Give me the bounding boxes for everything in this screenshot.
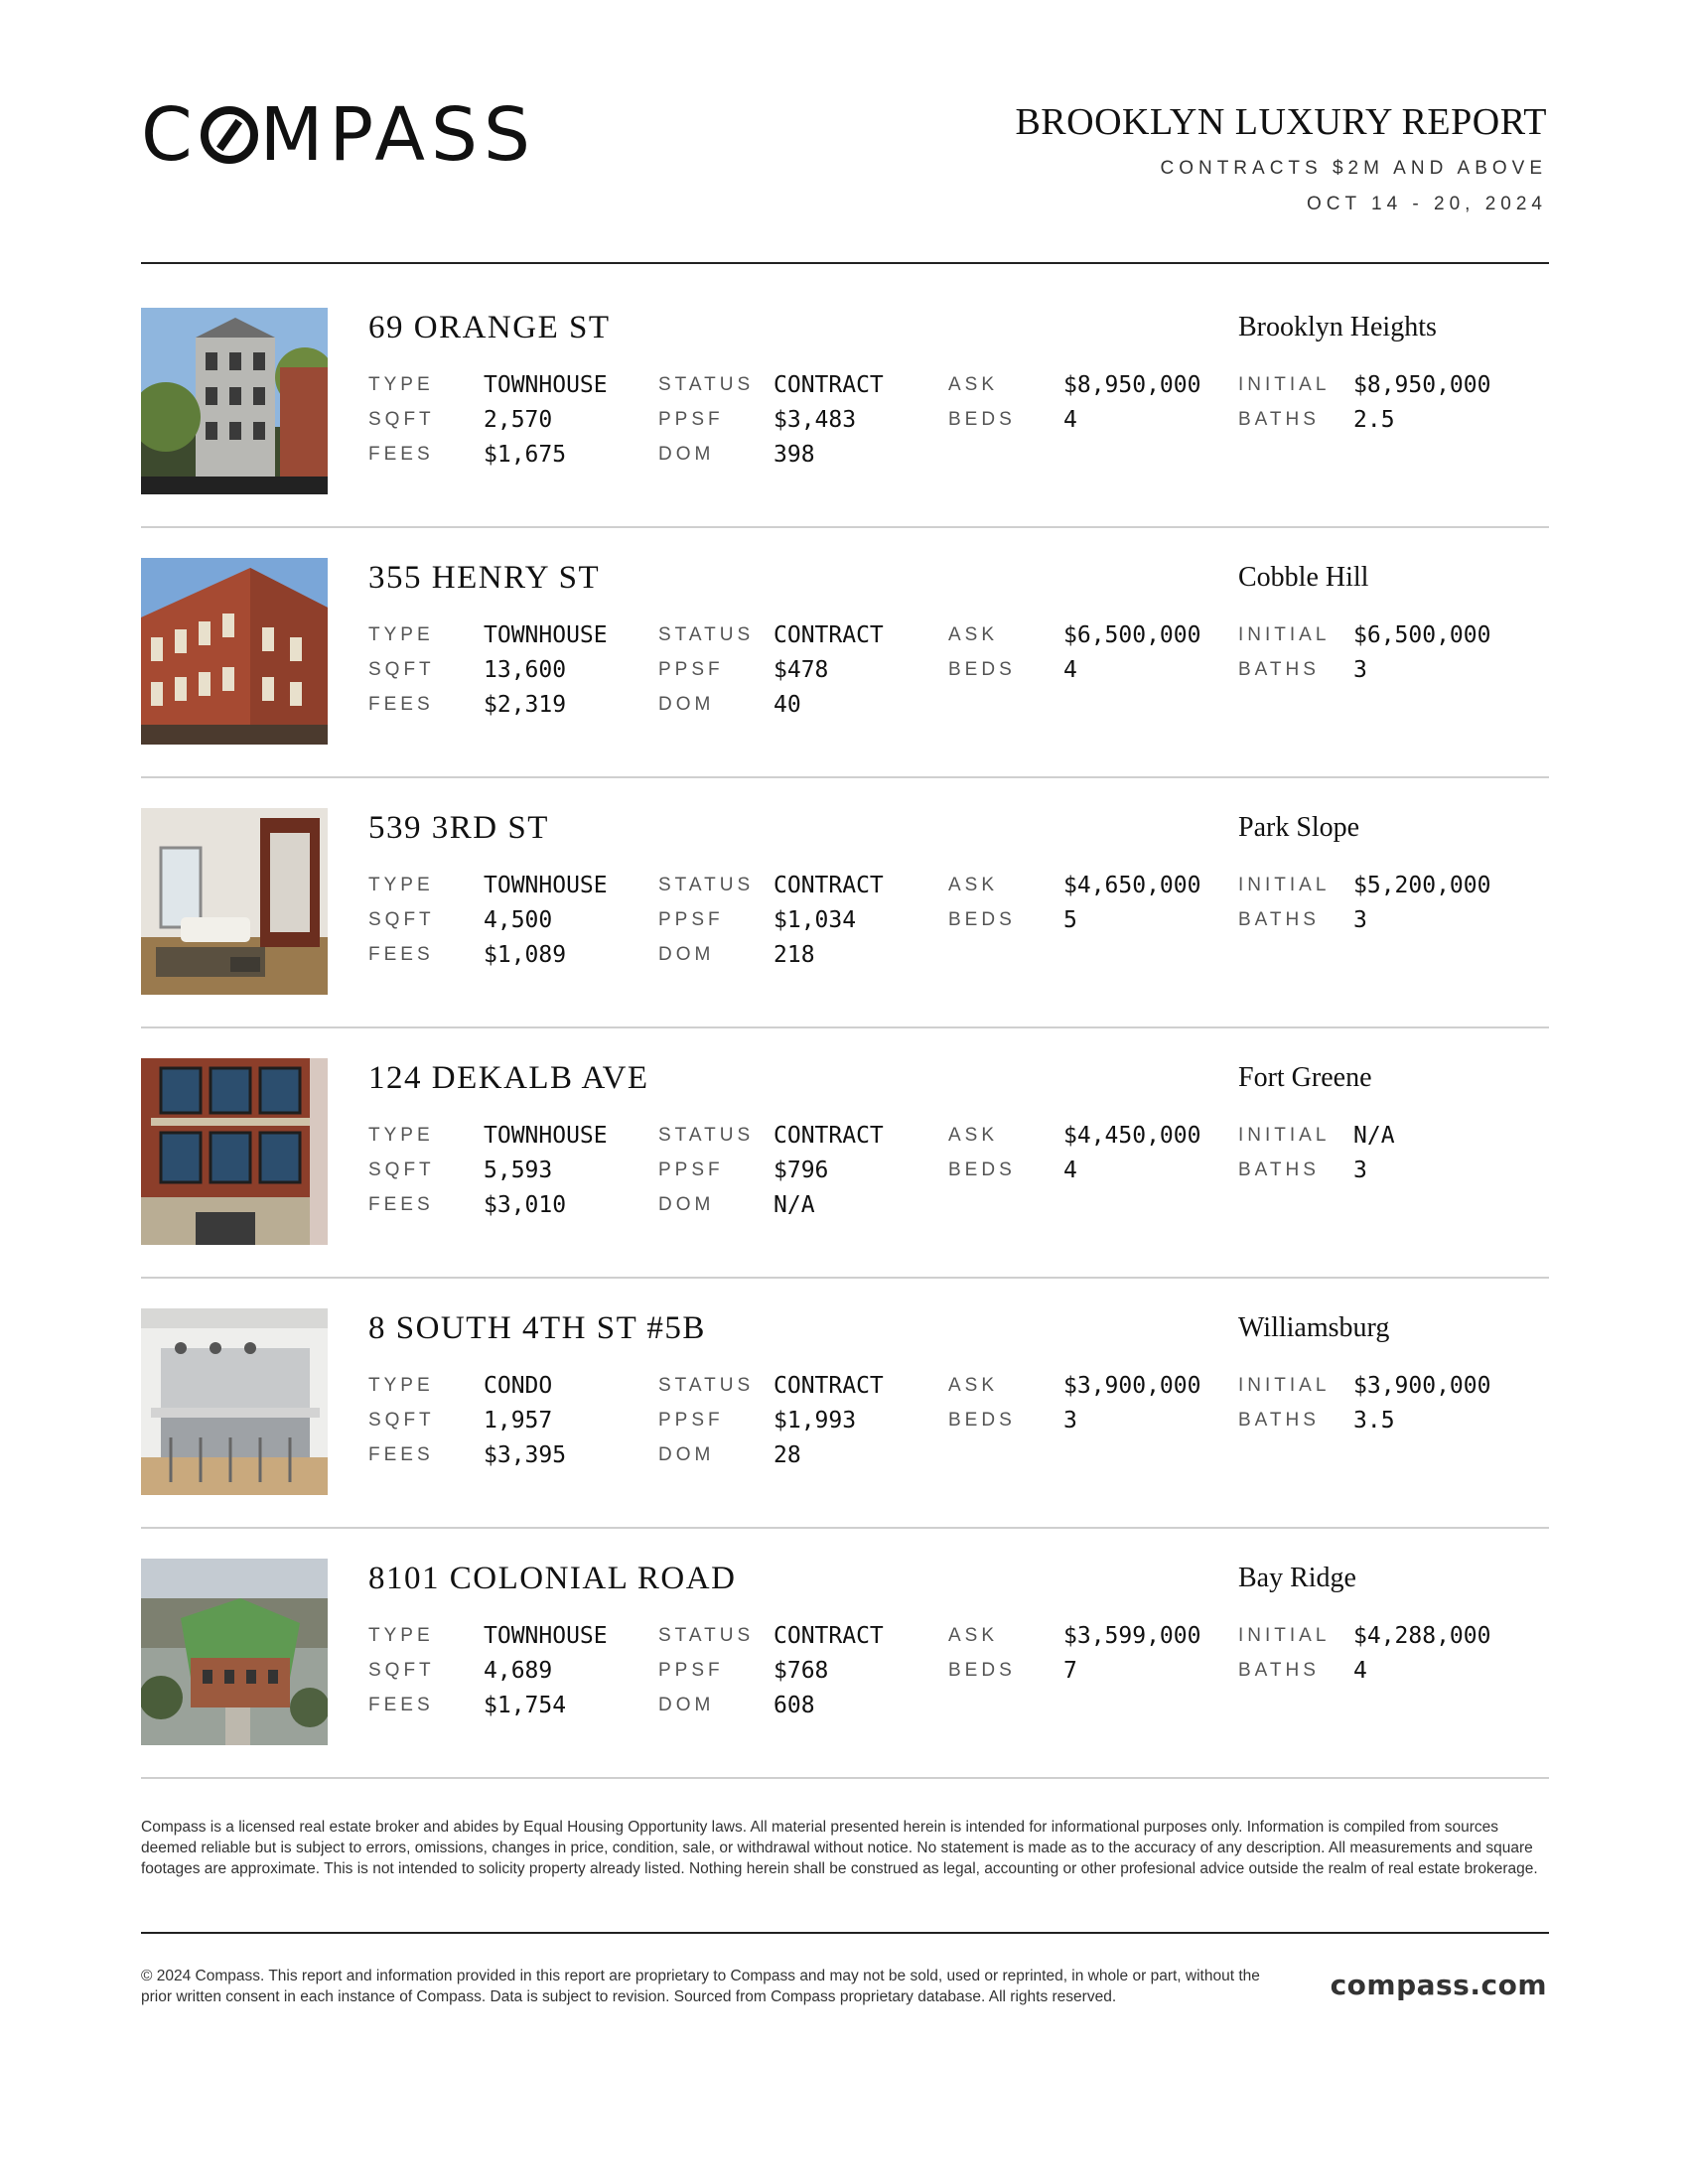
listing-divider [141,526,1549,528]
listing-neighborhood: Cobble Hill [1238,562,1369,593]
compass-o-icon [201,106,258,164]
ppsf-value: $768 [774,1658,829,1684]
fees-label: FEES [368,1194,434,1215]
listing-neighborhood: Park Slope [1238,812,1360,843]
beds-value: 4 [1063,1158,1077,1183]
property-photo [141,308,328,494]
sqft-label: SQFT [368,1410,435,1431]
status-value: CONTRACT [774,622,884,648]
ask-value: $4,450,000 [1063,1123,1201,1149]
ppsf-label: PPSF [658,1660,724,1681]
type-label: TYPE [368,875,434,895]
dom-value: 398 [774,442,815,468]
report-subtitle: CONTRACTS $2M AND ABOVE [1160,158,1547,179]
property-photo [141,1058,328,1245]
dom-label: DOM [658,1695,715,1715]
sqft-value: 13,600 [484,657,567,683]
listing-row [141,308,1549,558]
ask-label: ASK [948,1625,999,1646]
type-value: TOWNHOUSE [484,372,608,398]
ask-label: ASK [948,1125,999,1146]
listing-divider [141,1026,1549,1028]
initial-value: $6,500,000 [1353,622,1491,648]
dom-label: DOM [658,694,715,715]
beds-label: BEDS [948,409,1016,430]
header-divider [141,262,1549,264]
status-value: CONTRACT [774,372,884,398]
listing-neighborhood: Williamsburg [1238,1312,1390,1343]
listing-row [141,808,1549,1058]
compass-logo [141,92,568,178]
listing-row [141,1058,1549,1308]
initial-value: $3,900,000 [1353,1373,1491,1399]
sqft-label: SQFT [368,1160,435,1180]
beds-label: BEDS [948,1160,1016,1180]
baths-label: BATHS [1238,1410,1320,1431]
listing-row [141,1559,1549,1809]
listing-neighborhood: Brooklyn Heights [1238,312,1437,342]
type-value: TOWNHOUSE [484,1123,608,1149]
sqft-value: 2,570 [484,407,553,433]
ppsf-label: PPSF [658,909,724,930]
type-label: TYPE [368,374,434,395]
listing-address: 539 3RD ST [368,810,549,846]
status-label: STATUS [658,624,755,645]
sqft-label: SQFT [368,409,435,430]
initial-label: INITIAL [1238,1125,1331,1146]
beds-value: 7 [1063,1658,1077,1684]
property-photo [141,808,328,995]
sqft-value: 4,500 [484,907,553,933]
listing-address: 69 ORANGE ST [368,310,611,345]
website-link[interactable]: compass.com [1330,1969,1547,2001]
baths-value: 3 [1353,657,1367,683]
initial-value: $8,950,000 [1353,372,1491,398]
baths-value: 3.5 [1353,1408,1395,1433]
report-date-range: OCT 14 - 20, 2024 [1306,194,1547,214]
listing-address: 8 SOUTH 4TH ST #5B [368,1310,706,1346]
initial-label: INITIAL [1238,374,1331,395]
initial-label: INITIAL [1238,624,1331,645]
dom-value: 40 [774,692,801,718]
ppsf-value: $1,034 [774,907,857,933]
ppsf-label: PPSF [658,1410,724,1431]
baths-value: 3 [1353,1158,1367,1183]
ask-label: ASK [948,624,999,645]
status-label: STATUS [658,1375,755,1396]
baths-label: BATHS [1238,1160,1320,1180]
status-value: CONTRACT [774,1373,884,1399]
ppsf-label: PPSF [658,659,724,680]
ask-value: $4,650,000 [1063,873,1201,898]
ask-value: $8,950,000 [1063,372,1201,398]
listing-divider [141,1277,1549,1279]
property-photo [141,1559,328,1745]
logo-wordmark: C MPASS [141,92,536,178]
beds-label: BEDS [948,659,1016,680]
disclaimer-text: Compass is a licensed real estate broker and abides by Equal Housing Opportunity laws. All material presented herein is intended for informational purposes only. Information is compiled from sources deemed reliable but is subject to errors, omissions, changes in price, condition, sale, or withdrawal without notice. No statement is made as to the accuracy of any description. All measurements and square footages are approximate. This is not intended to solicity property already listed. Nothing herein shall be construed as legal, accounting or other profesional advice outside the realm of real estate brokerage. [141,1819,1538,1877]
initial-label: INITIAL [1238,1375,1331,1396]
dom-label: DOM [658,1444,715,1465]
status-value: CONTRACT [774,1123,884,1149]
type-value: TOWNHOUSE [484,1623,608,1649]
type-value: TOWNHOUSE [484,873,608,898]
sqft-label: SQFT [368,659,435,680]
fees-value: $1,754 [484,1693,567,1718]
status-label: STATUS [658,1125,755,1146]
ppsf-value: $478 [774,657,829,683]
fees-value: $3,010 [484,1192,567,1218]
type-label: TYPE [368,1375,434,1396]
dom-label: DOM [658,444,715,465]
status-value: CONTRACT [774,1623,884,1649]
ppsf-value: $796 [774,1158,829,1183]
listing-row [141,1308,1549,1559]
type-value: TOWNHOUSE [484,622,608,648]
copyright-text: © 2024 Compass. This report and information provided in this report are proprietary to Compass and may not be sold, used or reprinted, in whole or part, without the prior written consent in each instance of Compass. Data is subject to revision. Sourced from Compass proprietary database. All rights reserved. [141,1968,1260,2005]
footer-divider [141,1932,1549,1934]
beds-label: BEDS [948,1660,1016,1681]
fees-value: $2,319 [484,692,567,718]
fees-label: FEES [368,944,434,965]
sqft-value: 4,689 [484,1658,553,1684]
fees-label: FEES [368,444,434,465]
status-label: STATUS [658,875,755,895]
status-label: STATUS [658,1625,755,1646]
dom-label: DOM [658,944,715,965]
type-label: TYPE [368,1125,434,1146]
beds-label: BEDS [948,909,1016,930]
ask-label: ASK [948,1375,999,1396]
initial-label: INITIAL [1238,875,1331,895]
beds-value: 5 [1063,907,1077,933]
beds-value: 4 [1063,657,1077,683]
dom-value: 608 [774,1693,815,1718]
ask-value: $6,500,000 [1063,622,1201,648]
sqft-value: 5,593 [484,1158,553,1183]
listing-address: 355 HENRY ST [368,560,601,596]
baths-label: BATHS [1238,1660,1320,1681]
beds-value: 4 [1063,407,1077,433]
sqft-label: SQFT [368,1660,435,1681]
type-value: CONDO [484,1373,553,1399]
fees-label: FEES [368,1695,434,1715]
initial-value: $4,288,000 [1353,1623,1491,1649]
fees-value: $3,395 [484,1442,567,1468]
dom-label: DOM [658,1194,715,1215]
type-label: TYPE [368,624,434,645]
listing-row [141,558,1549,808]
sqft-value: 1,957 [484,1408,553,1433]
baths-label: BATHS [1238,659,1320,680]
dom-value: N/A [774,1192,815,1218]
fees-label: FEES [368,1444,434,1465]
ask-label: ASK [948,875,999,895]
dom-value: 218 [774,942,815,968]
ask-value: $3,900,000 [1063,1373,1201,1399]
type-label: TYPE [368,1625,434,1646]
baths-label: BATHS [1238,409,1320,430]
initial-label: INITIAL [1238,1625,1331,1646]
ppsf-label: PPSF [658,409,724,430]
listing-neighborhood: Bay Ridge [1238,1563,1356,1593]
listing-neighborhood: Fort Greene [1238,1062,1372,1093]
fees-value: $1,089 [484,942,567,968]
ask-value: $3,599,000 [1063,1623,1201,1649]
listing-divider [141,1527,1549,1529]
baths-value: 4 [1353,1658,1367,1684]
listing-address: 8101 COLONIAL ROAD [368,1561,737,1596]
ppsf-label: PPSF [658,1160,724,1180]
status-value: CONTRACT [774,873,884,898]
sqft-label: SQFT [368,909,435,930]
status-label: STATUS [658,374,755,395]
initial-value: $5,200,000 [1353,873,1491,898]
ask-label: ASK [948,374,999,395]
initial-value: N/A [1353,1123,1395,1149]
baths-value: 2.5 [1353,407,1395,433]
beds-label: BEDS [948,1410,1016,1431]
ppsf-value: $3,483 [774,407,857,433]
baths-label: BATHS [1238,909,1320,930]
report-title: BROOKLYN LUXURY REPORT [1015,101,1547,143]
beds-value: 3 [1063,1408,1077,1433]
report-header [1015,99,1547,216]
property-photo [141,1308,328,1495]
fees-label: FEES [368,694,434,715]
fees-value: $1,675 [484,442,567,468]
dom-value: 28 [774,1442,801,1468]
property-photo [141,558,328,745]
ppsf-value: $1,993 [774,1408,857,1433]
listing-divider [141,776,1549,778]
listing-address: 124 DEKALB AVE [368,1060,649,1096]
baths-value: 3 [1353,907,1367,933]
listing-divider [141,1777,1549,1779]
